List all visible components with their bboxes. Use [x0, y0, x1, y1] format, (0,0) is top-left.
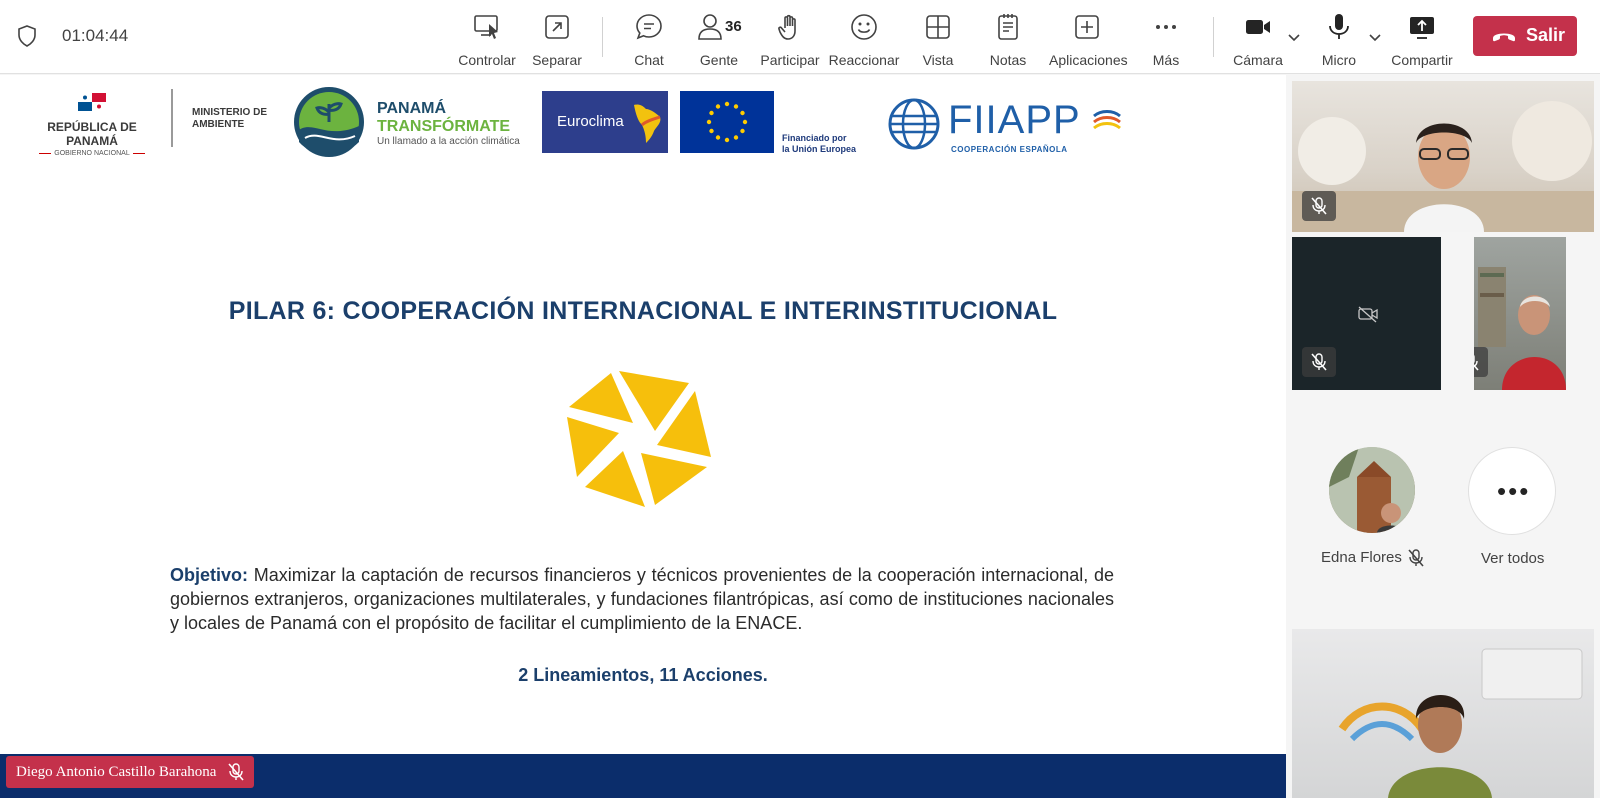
financiado-label [782, 133, 856, 155]
mic-muted-icon [1311, 353, 1327, 371]
mic-label: Micro [1321, 52, 1357, 68]
camera-options-chevron-icon[interactable] [1286, 29, 1302, 45]
panama-flag-icon [78, 93, 106, 111]
fiiapp-globe-icon [887, 97, 941, 151]
panama-transformate-text [377, 100, 520, 147]
shared-slide [0, 75, 1286, 798]
react-button[interactable] [826, 10, 902, 66]
logo-divider [171, 89, 173, 147]
view-icon [923, 12, 953, 42]
republica-label: REPÚBLICA DE PANAMÁ [47, 120, 137, 148]
participant-camera-off-tile[interactable] [1292, 237, 1441, 390]
participant-video-tile[interactable] [1292, 629, 1594, 798]
camera-off-icon [1357, 305, 1379, 323]
control-icon [472, 12, 502, 42]
financiado-line-1: Financiado por [782, 133, 847, 143]
meeting-toolbar [0, 0, 1600, 74]
ministerio-line-1: MINISTERIO DE [192, 107, 268, 118]
apps-icon [1072, 12, 1102, 42]
view-label: Vista [922, 52, 954, 68]
share-icon [1407, 12, 1437, 42]
tagline-label: Un llamado a la acción climática [377, 136, 520, 147]
people-label: Gente [699, 52, 739, 68]
react-icon [849, 12, 879, 42]
ministerio-line-2: AMBIENTE [192, 119, 245, 130]
notes-label: Notas [989, 52, 1027, 68]
leave-label: Salir [1526, 25, 1566, 45]
ministerio-label [192, 107, 267, 131]
raise-hand-button[interactable] [752, 10, 828, 66]
participant-video-tile[interactable] [1292, 81, 1594, 232]
mic-muted-icon [1311, 197, 1327, 215]
toolbar-divider [602, 17, 603, 57]
people-button[interactable] [681, 10, 757, 66]
react-label: Reaccionar [828, 52, 900, 68]
avatar-photo [1329, 447, 1415, 533]
objective-paragraph [170, 563, 1114, 635]
mic-muted-icon [1474, 353, 1479, 371]
mic-muted-icon [1408, 549, 1424, 567]
sponsor-logos [0, 75, 1286, 175]
mic-options-chevron-icon[interactable] [1367, 29, 1383, 45]
slide-title: PILAR 6: COOPERACIÓN INTERNACIONAL E INTERINSTITUCIONAL [228, 297, 1058, 325]
more-icon: ••• [1497, 476, 1531, 506]
camera-label: Cámara [1233, 52, 1283, 68]
mic-button[interactable] [1301, 10, 1377, 66]
gobierno-label: GOBIERNO NACIONAL [54, 150, 130, 157]
aperture-icon [566, 367, 712, 507]
participant-video-tile[interactable] [1474, 237, 1566, 390]
chat-label: Chat [634, 52, 664, 68]
camera-button[interactable] [1220, 10, 1296, 66]
mic-muted-icon [228, 763, 244, 781]
shield-icon[interactable] [17, 25, 37, 47]
people-count: 36 [725, 18, 742, 35]
cooperacion-label: COOPERACIÓN ESPAÑOLA [951, 145, 1068, 154]
control-button[interactable] [449, 10, 525, 66]
participant-muted-badge [1302, 347, 1336, 377]
financiado-line-2: la Unión Europea [782, 144, 857, 154]
eu-flag-icon [680, 91, 774, 153]
summary-label: 2 Lineamientos, 11 Acciones. [518, 665, 768, 685]
more-icon [1151, 12, 1181, 42]
raise-hand-label: Participar [760, 52, 820, 68]
chat-icon [634, 12, 664, 42]
presenter-name-tag [6, 756, 254, 788]
participant-video-frame [1292, 629, 1594, 798]
share-button[interactable] [1384, 10, 1460, 66]
chat-button[interactable] [611, 10, 687, 66]
pop-out-icon [542, 12, 572, 42]
view-all-participants-button[interactable] [1468, 447, 1556, 535]
leave-button[interactable] [1473, 16, 1577, 56]
meeting-timer: 01:04:44 [62, 26, 129, 45]
participants-panel [1286, 75, 1600, 798]
camera-icon [1243, 12, 1273, 42]
toolbar-divider [1213, 17, 1214, 57]
fiiapp-label: FIIAPP [948, 98, 1081, 142]
notes-icon [993, 12, 1023, 42]
room-background [1292, 81, 1594, 232]
transformate-label: TRANSFÓRMATE [377, 118, 511, 135]
notes-button[interactable] [970, 10, 1046, 66]
participant-muted-badge [1302, 191, 1336, 221]
panama-label: PANAMÁ [377, 100, 447, 117]
mic-icon [1324, 12, 1354, 42]
euroclima-label: Euroclima [557, 113, 624, 130]
more-button[interactable] [1128, 10, 1204, 66]
latin-america-map-icon [630, 101, 664, 145]
gobierno-label-wrap [22, 150, 162, 157]
pop-out-button[interactable] [519, 10, 595, 66]
pop-out-label: Separar [532, 52, 582, 68]
view-button[interactable] [900, 10, 976, 66]
raise-hand-icon [775, 12, 805, 42]
objective-label: Objetivo: [170, 565, 249, 585]
republica-panama-logo [22, 93, 162, 157]
hang-up-icon [1491, 27, 1517, 45]
objective-text: Maximizar la captación de recursos financieros y técnicos provenientes de la cooperación internacional, de gobiernos extranjeros, organizaciones multilaterales, y fundaciones filantrópicas, así como de instituciones nacionales y locales de Panamá con el propósito de facilitar el cumplimiento de la ENACE. [170, 565, 1114, 633]
cooperacion-espanola-mark-icon [1091, 108, 1123, 134]
apps-button[interactable] [1049, 10, 1128, 68]
euroclima-logo [542, 91, 668, 153]
apps-label: Aplicaciones [1049, 52, 1128, 68]
participant-avatar[interactable] [1329, 447, 1415, 533]
people-icon [695, 12, 725, 42]
participant-muted-badge [1474, 347, 1488, 377]
control-label: Controlar [458, 52, 516, 68]
more-label: Más [1152, 52, 1180, 68]
panama-transformate-logo-icon [293, 86, 365, 158]
view-all-label[interactable]: Ver todos [1481, 550, 1545, 567]
presenter-name: Diego Antonio Castillo Barahona [16, 763, 217, 780]
participant-name: Edna Flores [1321, 549, 1402, 566]
share-label: Compartir [1391, 52, 1453, 68]
